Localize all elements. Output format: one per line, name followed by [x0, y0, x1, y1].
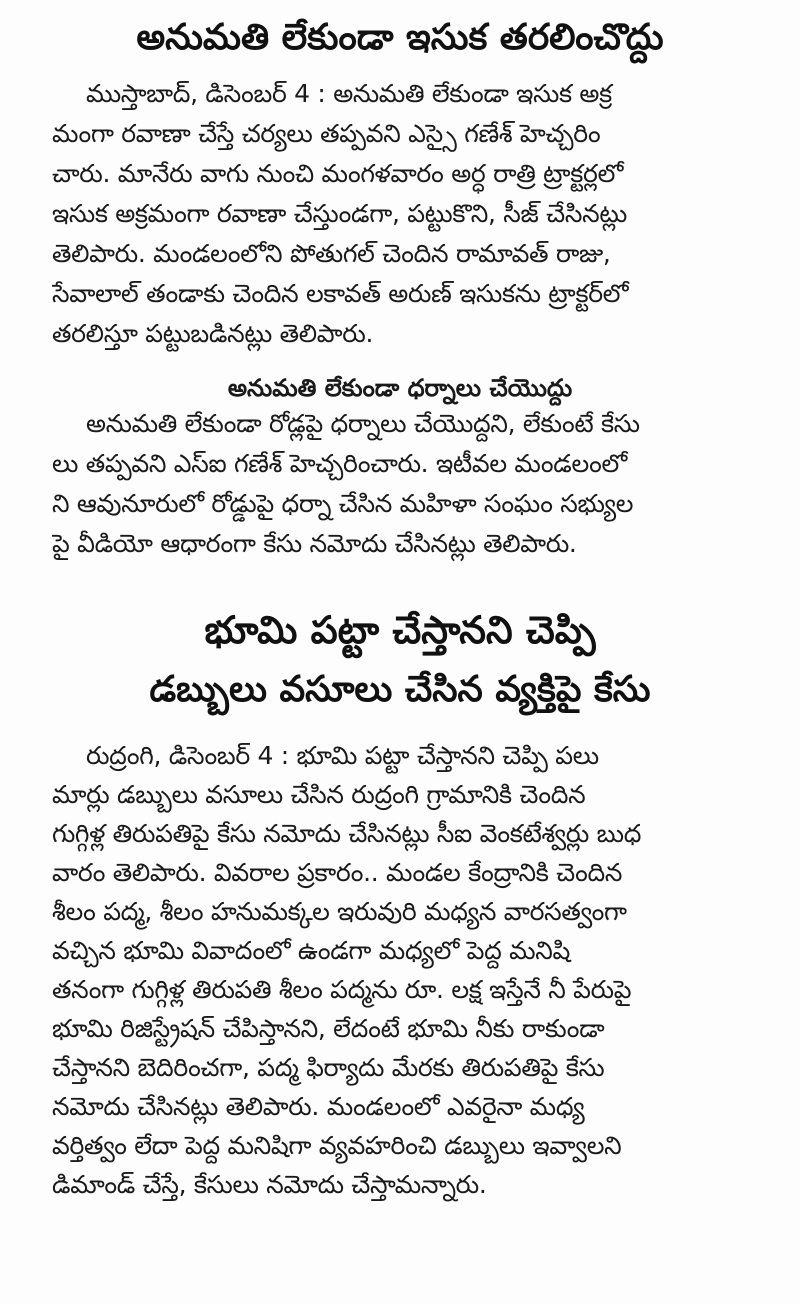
- article-1-sub-body: [52, 404, 752, 564]
- article-2-line: రుద్రంగి, డిసెంబర్ 4 : భూమి పట్టా చేస్తానని చెప్పి పలు: [86, 741, 599, 770]
- article-2-line: తనంగా గుగ్గిళ్ల తిరుపతి శీలం పద్మను రూ. లక్ష ఇస్తేనే నీ పేరుపై: [52, 975, 632, 1004]
- article-2-line: మార్లు డబ్బులు వసూలు చేసిన రుద్రంగి గ్రామానికి చెందిన: [52, 780, 586, 809]
- article-1-line: మంగా రవాణా చేస్తే చర్యలు తప్పవని ఎస్సై గణేశ్ హెచ్చరిం: [52, 119, 601, 148]
- article-2-line: వచ్చిన భూమి వివాదంలో ఉండగా మధ్యలో పెద్ద మనిషి: [52, 936, 571, 965]
- article-2-line: భూమి రిజిస్ట్రేషన్ చేపిస్తానని, లేదంటే భూమి నీకు రాకుండా: [52, 1014, 605, 1043]
- article-1-line: సేవాలాల్ తండాకు చెందిన లకావత్ అరుణ్ ఇసుకను ట్రాక్టర్‌లో: [52, 279, 629, 308]
- article-1-headline: అనుమతి లేకుండా ఇసుక తరలించొద్దు: [136, 17, 664, 58]
- article-2-headline-line-2: డబ్బులు వసూలు చేసిన వ్యక్తిపై కేసు: [149, 669, 651, 710]
- article-1-line: తెలిపారు. మండలంలోని పోతుగల్ చెందిన రామావత్ రాజు,: [52, 239, 611, 268]
- article-1-subheading: అనుమతి లేకుండా ధర్నాలు చేయొద్దు: [227, 374, 573, 402]
- article-2-line: శీలం పద్మ, శీలం హనుమక్కల ఇరువురి మధ్యన వారసత్వంగా: [52, 897, 627, 926]
- article-1-sub-line: అనుమతి లేకుండా రోడ్లపై ధర్నాలు చేయొద్దని, లేకుంటే కేసు: [86, 409, 640, 438]
- article-1-line: ముస్తాబాద్, డిసెంబర్ 4 : అనుమతి లేకుండా ఇసుక అక్ర: [86, 79, 612, 108]
- article-1-line: తరలిస్తూ పట్టుబడినట్లు తెలిపారు.: [52, 319, 374, 348]
- article-2-line: డిమాండ్ చేస్తే, కేసులు నమోదు చేస్తామన్నారు.: [52, 1170, 487, 1199]
- article-2-line: చేస్తానని బెదిరించగా, పద్మ ఫిర్యాదు మేరకు తిరుపతిపై కేసు: [52, 1053, 605, 1082]
- article-2-line: నమోదు చేసినట్లు తెలిపారు. మండలంలో ఎవరైనా మధ్య: [52, 1092, 585, 1121]
- article-1-line: చారు. మానేరు వాగు నుంచి మంగళవారం అర్ధ రాత్రి ట్రాక్టర్లలో: [52, 159, 624, 188]
- article-1-body: [52, 74, 752, 354]
- article-1-line: ఇసుక అక్రమంగా రవాణా చేస్తుండగా, పట్టుకొని, సీజ్ చేసినట్లు: [52, 199, 628, 228]
- article-2-body: [52, 736, 752, 1204]
- article-1-sub-line: లు తప్పవని ఎస్ఐ గణేశ్ హెచ్చరించారు. ఇటీవల మండలంలో: [52, 449, 627, 478]
- article-2-line: వారం తెలిపారు. వివరాల ప్రకారం.. మండల కేంద్రానికి చెందిన: [52, 858, 623, 887]
- article-2-line: గుగ్గిళ్ల తిరుపతిపై కేసు నమోదు చేసినట్లు సీఐ వెంకటేశ్వర్లు బుధ: [52, 819, 642, 848]
- article-1-sub-line: పై వీడియో ఆధారంగా కేసు నమోదు చేసినట్లు తెలిపారు.: [52, 529, 577, 558]
- article-2-headline-line-1: భూమి పట్టా చేస్తానని చెప్పి: [204, 608, 596, 652]
- article-2-line: వర్తిత్వం లేదా పెద్ద మనిషిగా వ్యవహరించి డబ్బులు ఇవ్వాలని: [52, 1131, 622, 1160]
- article-1-sub-line: ని ఆవునూరులో రోడ్డుపై ధర్నా చేసిన మహిళా సంఘం సభ్యుల: [52, 489, 634, 518]
